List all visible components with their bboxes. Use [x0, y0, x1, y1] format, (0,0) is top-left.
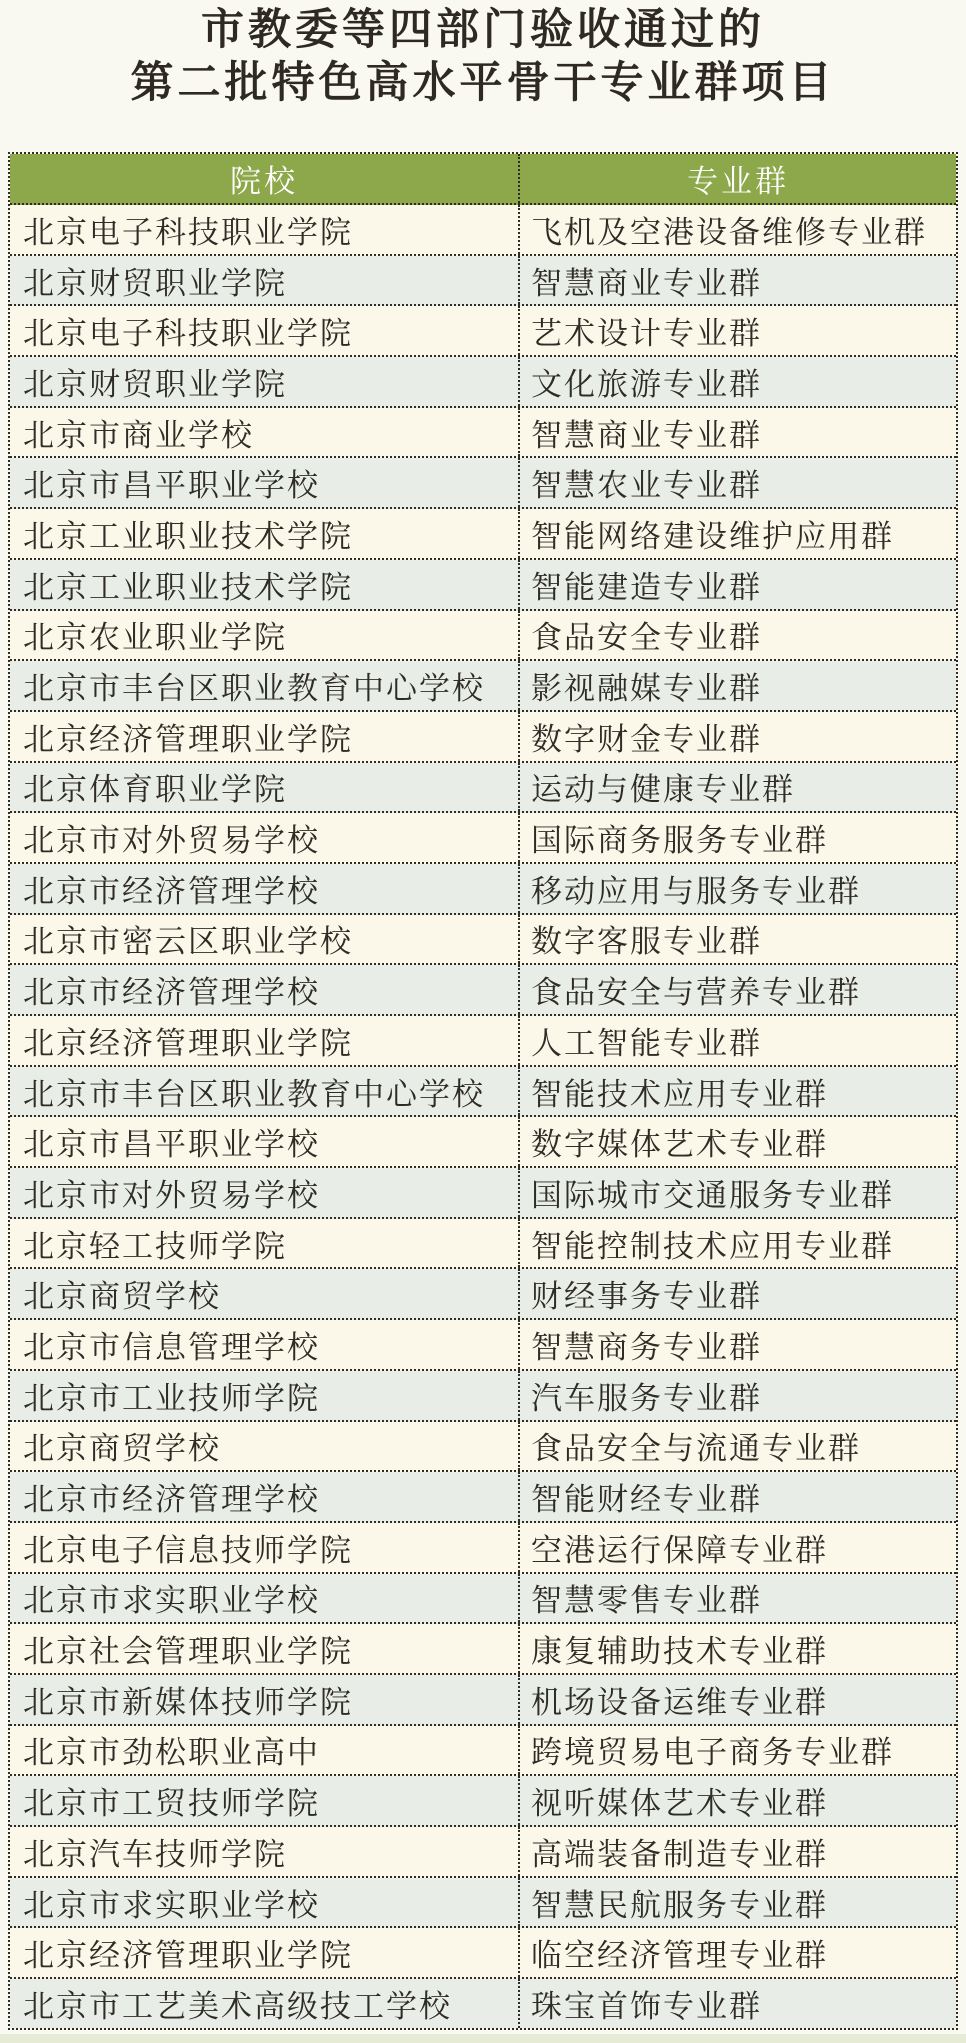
group-cell: 康复辅助技术专业群: [531, 1634, 828, 1671]
school-cell: 北京工业职业技术学院: [10, 509, 520, 558]
group-cell: 财经事务专业群: [531, 1279, 762, 1316]
school-cell: 北京市商业学校: [10, 408, 520, 457]
page-title-line-1: 市教委等四部门验收通过的: [201, 6, 765, 54]
group-cell: 飞机及空港设备维修专业群: [531, 214, 927, 251]
projects-table: [8, 152, 958, 2030]
group-cell: 人工智能专业群: [531, 1025, 762, 1062]
school-cell: 北京市工艺美术高级技工学校: [10, 1979, 520, 2028]
school-cell: 北京市对外贸易学校: [10, 1168, 520, 1217]
school-cell: 北京农业职业学院: [10, 611, 520, 660]
school-cell: 北京市丰台区职业教育中心学校: [10, 661, 520, 710]
school-cell: 北京市新媒体技师学院: [10, 1675, 520, 1724]
table-body: [10, 205, 956, 2028]
group-cell: 移动应用与服务专业群: [531, 873, 861, 910]
group-cell: 视听媒体艺术专业群: [531, 1786, 828, 1823]
table-row: [10, 763, 956, 814]
table-row: [10, 1776, 956, 1827]
school-cell: 北京市经济管理学校: [10, 965, 520, 1014]
group-cell: 高端装备制造专业群: [531, 1836, 828, 1873]
group-cell: 智能技术应用专业群: [531, 1076, 828, 1113]
school-cell: 北京汽车技师学院: [10, 1827, 520, 1876]
group-cell: 食品安全专业群: [531, 620, 762, 657]
group-cell: 国际商务服务专业群: [531, 823, 828, 860]
group-cell: 机场设备运维专业群: [531, 1684, 828, 1721]
school-cell: 北京市昌平职业学校: [10, 458, 520, 507]
group-cell: 空港运行保障专业群: [531, 1532, 828, 1569]
group-cell: 国际城市交通服务专业群: [531, 1177, 894, 1214]
table-row: [10, 1219, 956, 1270]
group-cell: 智慧商业专业群: [531, 417, 762, 454]
table-row: [10, 712, 956, 763]
group-cell: 珠宝首饰专业群: [531, 1988, 762, 2025]
table-row: [10, 864, 956, 915]
table-header-row: [10, 154, 956, 205]
group-cell: 智慧零售专业群: [531, 1583, 762, 1620]
table-row: [10, 1624, 956, 1675]
table-row: [10, 1574, 956, 1625]
group-cell: 运动与健康专业群: [531, 772, 795, 809]
school-cell: 北京经济管理职业学院: [10, 712, 520, 761]
table-row: [10, 1269, 956, 1320]
school-cell: 北京工业职业技术学院: [10, 560, 520, 609]
table-row: [10, 1878, 956, 1929]
group-cell: 临空经济管理专业群: [531, 1938, 828, 1975]
table-row: [10, 306, 956, 357]
table-row: [10, 1675, 956, 1726]
group-cell: 数字媒体艺术专业群: [531, 1127, 828, 1164]
group-cell: 数字客服专业群: [531, 924, 762, 961]
group-cell: 艺术设计专业群: [531, 316, 762, 353]
table-row: [10, 256, 956, 307]
page-title-line-2: 第二批特色高水平骨干专业群项目: [130, 59, 836, 107]
table-row: [10, 1827, 956, 1878]
school-cell: 北京经济管理职业学院: [10, 1928, 520, 1977]
school-cell: 北京市对外贸易学校: [10, 813, 520, 862]
table-row: [10, 1117, 956, 1168]
table-row: [10, 1016, 956, 1067]
group-cell: 智能控制技术应用专业群: [531, 1228, 894, 1265]
table-row: [10, 458, 956, 509]
table-row: [10, 1422, 956, 1473]
page-title: [0, 4, 966, 110]
table-row: [10, 1371, 956, 1422]
table-row: [10, 1067, 956, 1118]
school-cell: 北京市昌平职业学校: [10, 1117, 520, 1166]
table-row: [10, 1726, 956, 1777]
group-cell: 汽车服务专业群: [531, 1380, 762, 1417]
school-cell: 北京市求实职业学校: [10, 1574, 520, 1623]
table-row: [10, 1168, 956, 1219]
group-cell: 智慧商务专业群: [531, 1329, 762, 1366]
school-cell: 北京市经济管理学校: [10, 1472, 520, 1521]
group-cell: 文化旅游专业群: [531, 366, 762, 403]
school-cell: 北京市密云区职业学校: [10, 915, 520, 964]
school-cell: 北京财贸职业学院: [10, 357, 520, 406]
table-row: [10, 205, 956, 256]
group-cell: 智慧商业专业群: [531, 265, 762, 302]
column-header-group: 专业群: [687, 164, 789, 200]
group-cell: 智能网络建设维护应用群: [531, 518, 894, 555]
table-row: [10, 915, 956, 966]
group-cell: 跨境贸易电子商务专业群: [531, 1735, 894, 1772]
school-cell: 北京商贸学校: [10, 1422, 520, 1471]
table-row: [10, 1320, 956, 1371]
school-cell: 北京商贸学校: [10, 1269, 520, 1318]
school-cell: 北京市工业技师学院: [10, 1371, 520, 1420]
bottom-green-strip: [0, 2034, 966, 2043]
group-cell: 智能建造专业群: [531, 569, 762, 606]
column-header-school: 院校: [10, 154, 520, 203]
school-cell: 北京电子信息技师学院: [10, 1523, 520, 1572]
table-row: [10, 509, 956, 560]
group-cell: 智慧民航服务专业群: [531, 1887, 828, 1924]
table-row: [10, 1928, 956, 1979]
table-row: [10, 965, 956, 1016]
table-row: [10, 1523, 956, 1574]
school-cell: 北京电子科技职业学院: [10, 205, 520, 254]
table-row: [10, 408, 956, 459]
school-cell: 北京经济管理职业学院: [10, 1016, 520, 1065]
table-row: [10, 357, 956, 408]
group-cell: 食品安全与营养专业群: [531, 975, 861, 1012]
table-row: [10, 661, 956, 712]
school-cell: 北京财贸职业学院: [10, 256, 520, 305]
school-cell: 北京市丰台区职业教育中心学校: [10, 1067, 520, 1116]
table-row: [10, 1472, 956, 1523]
school-cell: 北京市信息管理学校: [10, 1320, 520, 1369]
school-cell: 北京市劲松职业高中: [10, 1726, 520, 1775]
table-row: [10, 611, 956, 662]
school-cell: 北京社会管理职业学院: [10, 1624, 520, 1673]
school-cell: 北京体育职业学院: [10, 763, 520, 812]
group-cell: 影视融媒专业群: [531, 671, 762, 708]
table-row: [10, 1979, 956, 2028]
group-cell: 数字财金专业群: [531, 721, 762, 758]
school-cell: 北京市经济管理学校: [10, 864, 520, 913]
group-cell: 食品安全与流通专业群: [531, 1431, 861, 1468]
school-cell: 北京市工贸技师学院: [10, 1776, 520, 1825]
group-cell: 智能财经专业群: [531, 1482, 762, 1519]
school-cell: 北京电子科技职业学院: [10, 306, 520, 355]
table-row: [10, 560, 956, 611]
group-cell: 智慧农业专业群: [531, 468, 762, 505]
table-row: [10, 813, 956, 864]
school-cell: 北京市求实职业学校: [10, 1878, 520, 1927]
school-cell: 北京轻工技师学院: [10, 1219, 520, 1268]
